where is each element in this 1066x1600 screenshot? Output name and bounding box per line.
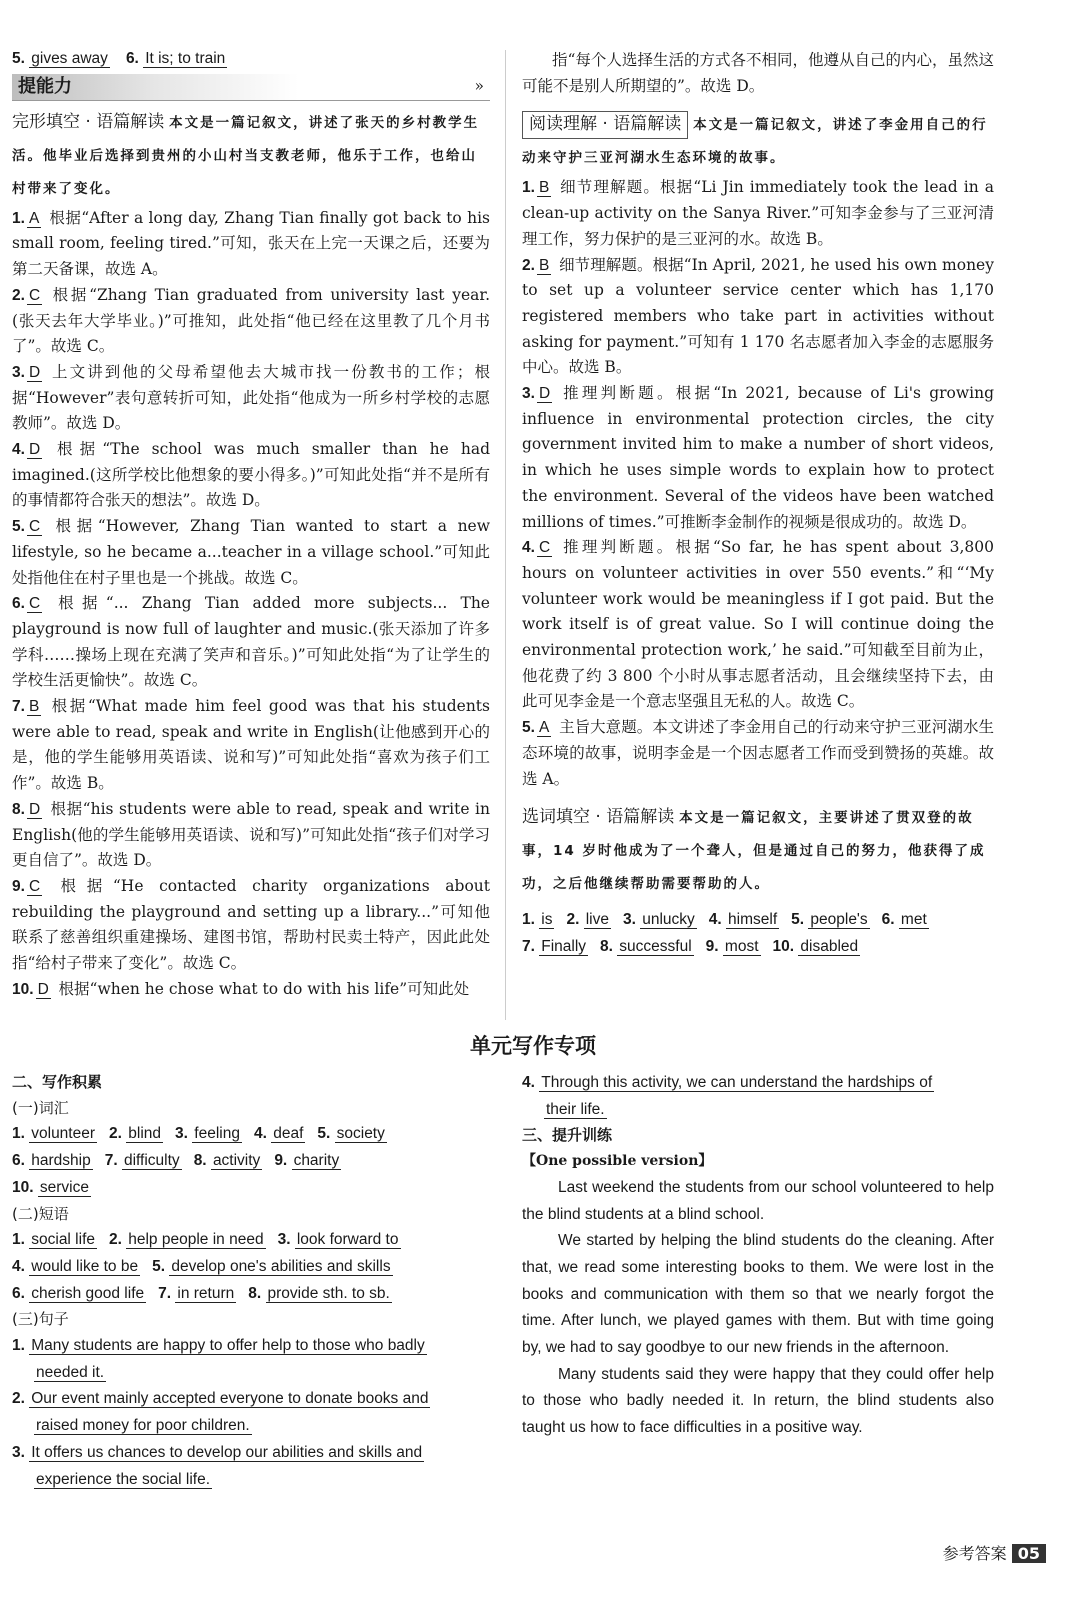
item-number: 1. — [12, 209, 25, 227]
answer-letter: A — [538, 719, 550, 737]
answer-item — [522, 253, 994, 382]
item-number: 10. — [12, 980, 34, 998]
answer: volunteer — [31, 1125, 96, 1143]
answer: deaf — [273, 1125, 304, 1143]
answer: provide sth. to sb. — [267, 1284, 390, 1302]
item-number: 6. — [12, 1284, 25, 1302]
answer-letter: D — [28, 363, 41, 381]
answer: cherish good life — [31, 1284, 145, 1302]
answer-letter: C — [28, 877, 41, 895]
item-number: 7. — [158, 1284, 172, 1302]
sentence-line: experience the social life. — [36, 1470, 211, 1488]
item-number: 6. — [125, 50, 139, 67]
answer: people's — [810, 911, 868, 929]
answer: gives away — [31, 50, 108, 67]
item-number: 5. — [152, 1257, 166, 1275]
item-number: 6. — [12, 1152, 25, 1170]
explanation: 主旨大意题。本文讲述了李金用自己的行动来守护三亚河湖水生态环境的故事，说明李金是一个因志愿者工作而受到赞扬的英雄。故选 A。 — [522, 718, 994, 788]
answer: activity — [212, 1152, 261, 1170]
answer-entry — [278, 1231, 401, 1248]
item-number: 2. — [12, 286, 25, 304]
item-number: 2. — [109, 1231, 122, 1249]
explanation: 根据“However, Zhang Tian wanted to start a new lifestyle, so he became a...teacher in a village school.”可知此处指他住在村子里也是一个挑战。故选 C。 — [12, 517, 490, 587]
answer-item — [12, 874, 490, 977]
answer-letter: D — [37, 980, 49, 998]
answer: unlucky — [642, 911, 695, 929]
answer-entry — [12, 1285, 146, 1302]
answer-item — [12, 206, 490, 283]
item-number: 7. — [12, 698, 25, 716]
sentence-item — [12, 1333, 490, 1360]
cloze-answer-list — [12, 206, 490, 1003]
unit-title: 单元写作专项 — [470, 1034, 596, 1058]
sentence-line: needed it. — [36, 1363, 105, 1381]
answer: It is; to train — [145, 50, 226, 67]
answer-letter: A — [28, 209, 40, 227]
answer-entry — [709, 911, 779, 928]
answer-item — [12, 591, 490, 694]
answer-entry — [12, 1231, 97, 1248]
answer-item — [522, 535, 994, 715]
explanation: 根据“What made him feel good was that his students were able to read, speak and write in English(让他感到开心的是，他的学生能够用英语读、说和写)”可知此处指“喜欢为孩子们工作”。故选 B。 — [12, 697, 490, 793]
reading-intro: 本文是一篇记叙文，讲述了李金用自己的行动来守护三亚河湖水生态环境的故事。 — [522, 117, 988, 167]
sentence-4 — [522, 1070, 994, 1123]
answer-item — [12, 514, 490, 591]
item-number: 1. — [522, 179, 535, 197]
answer: most — [724, 937, 759, 955]
item-number: 3. — [175, 1125, 188, 1143]
sentence-item — [522, 1070, 994, 1097]
item-number: 3. — [12, 363, 25, 381]
answer-letter: D — [538, 385, 551, 403]
item-number: 9. — [705, 937, 719, 955]
page-number: 05 — [1012, 1544, 1046, 1563]
phrase-heading: (二)短语 — [12, 1204, 69, 1223]
answer-item — [12, 977, 490, 1003]
item-number: 4. — [522, 1074, 535, 1091]
answer-entry — [12, 1179, 91, 1196]
writing-training — [522, 1070, 994, 1442]
item-number: 1. — [12, 1125, 25, 1143]
answer-letter: C — [28, 286, 41, 304]
wordfill-intro-block — [522, 802, 994, 901]
answer: social life — [31, 1231, 95, 1249]
answer-entry — [248, 1285, 392, 1302]
explanation: 细节理解题。根据“Li Jin immediately took the lead in a clean-up activity on the Sanya River.”可知李金参与了三亚河清理工作，努力保护的是三亚河的水。故选 B。 — [522, 178, 994, 248]
answer: himself — [728, 911, 778, 929]
sentence-heading: (三)句子 — [12, 1310, 69, 1329]
sentence-list — [12, 1333, 490, 1493]
left-column — [12, 52, 490, 1003]
explanation: 根据“his students were able to read, speak and write in English(他的学生能够用英语读、说和写)”可知此处指“孩子们对学习更自信了”。故选 D。 — [12, 799, 490, 870]
vocab-heading: (一)词汇 — [12, 1098, 69, 1117]
item-number: 9. — [274, 1152, 288, 1170]
answer-entry — [109, 1125, 163, 1142]
cloze-intro-block — [12, 107, 490, 206]
version-label: 【One possible version】 — [522, 1153, 713, 1170]
item-number: 1. — [12, 1337, 25, 1355]
answer-letter: B — [28, 698, 40, 716]
answer-entry — [274, 1152, 341, 1169]
item-number: 3. — [522, 385, 535, 403]
answer: society — [336, 1125, 385, 1143]
item-number: 10. — [772, 937, 795, 955]
explanation: 根据“... Zhang Tian added more subjects... The playground is now full of laughter and music.(张天添加了许多学科……操场上现在充满了笑声和音乐。)”可知此处指“为了让学生的学校生活更愉快”。故选 C。 — [12, 594, 490, 690]
item-number: 5. — [791, 911, 805, 929]
sentence-cont — [522, 1097, 994, 1124]
phrase-list — [12, 1227, 490, 1307]
item-number: 1. — [12, 1231, 25, 1249]
item-number: 2. — [566, 911, 580, 929]
explanation: 根据“Zhang Tian graduated from university last year. (张天去年大学毕业。)”可推知，此处指“他已经在这里教了几个月书了”。故选 C。 — [12, 285, 490, 356]
answer: feeling — [194, 1125, 240, 1143]
answer-entry — [254, 1125, 305, 1142]
item-number: 3. — [622, 911, 636, 929]
section-banner — [12, 74, 490, 101]
answer: is — [541, 911, 553, 929]
answer-item — [12, 797, 490, 874]
answer-row — [522, 907, 994, 934]
answer-row — [12, 1175, 490, 1202]
explanation: 推理判断题。根据“So far, he has spent about 3,800 hours on volunteer activities in over 550 events.”和“‘My volunteer work would be meaningless if I got paid. But the work itself is of great value. So I will continue doing the environmental protection work,’ he said.”可知截至目前为止，他花费了约 3 800 个小时从事志愿者活动，且会继续坚持下去，由此可见李金是一个意志坚强且无私的人。故选 C。 — [522, 538, 994, 711]
answer-entry — [791, 911, 870, 928]
item-number: 3. — [12, 1443, 25, 1461]
answer-entry — [706, 938, 761, 955]
answer-item — [12, 360, 490, 437]
explanation: 推理判断题。根据“In 2021, because of Li's growing influence in environmental protection circles, the city government invited him to make a number of short videos, in which he uses simple words to explain how to protect the environment. Several of the videos have been watched millions of times.”可推断李金制作的视频是很成功的。故选 D。 — [522, 384, 994, 531]
answer: difficulty — [123, 1152, 180, 1170]
answer-item — [522, 175, 994, 252]
answer-entry — [600, 938, 694, 955]
answer: disabled — [800, 937, 859, 955]
answer-entry — [109, 1231, 266, 1248]
item-number: 4. — [253, 1125, 267, 1143]
answer-entry — [317, 1125, 387, 1142]
answer-entry — [152, 1258, 392, 1275]
answer: would like to be — [31, 1257, 139, 1275]
item-number: 6. — [881, 911, 895, 929]
item-number: 4. — [522, 539, 535, 557]
section-heading: 三、提升训练 — [522, 1126, 613, 1145]
answer-item — [522, 381, 994, 535]
sentence-cont — [12, 1413, 490, 1440]
answer-entry — [194, 1152, 263, 1169]
reading-answer-list — [522, 175, 994, 792]
item-number: 2. — [12, 1390, 25, 1408]
answer-entry — [773, 938, 861, 955]
item-number: 5. — [522, 719, 535, 737]
answer-entry — [175, 1125, 242, 1142]
reading-heading: 阅读理解 · 语篇解读 — [522, 111, 688, 139]
answer: help people in need — [128, 1231, 264, 1249]
wordfill-heading: 选词填空 · 语篇解读 — [522, 807, 675, 828]
answer-item — [12, 694, 490, 797]
item-number: 3. — [277, 1231, 291, 1249]
wordfill-answers — [522, 907, 994, 960]
page-footer — [943, 1541, 1046, 1564]
answer-letter: D — [28, 800, 41, 818]
sentence-line: It offers us chances to develop our abilities and skills and — [31, 1443, 423, 1461]
answer-letter: D — [28, 441, 41, 459]
sample-essay — [522, 1175, 994, 1442]
answer-item — [522, 715, 994, 792]
answer: live — [585, 911, 609, 929]
item-number: 8. — [193, 1152, 207, 1170]
footer-label: 参考答案 — [942, 1544, 1007, 1563]
item-number: 7. — [104, 1152, 118, 1170]
answer-entry — [158, 1285, 236, 1302]
answer-entry — [882, 911, 929, 928]
answer-entry — [522, 911, 554, 928]
sentence-line: Many students are happy to offer help to those who badly — [31, 1337, 425, 1355]
answer: in return — [177, 1284, 235, 1302]
sentence-item — [12, 1386, 490, 1413]
section-title: 提能力 — [18, 75, 72, 97]
item-number: 8. — [600, 937, 613, 955]
answer: Finally — [541, 937, 587, 955]
item-number: 10. — [12, 1178, 34, 1196]
answer: met — [900, 911, 927, 929]
essay-paragraph: Last weekend the students from our school volunteered to help the blind students at a blind school. — [522, 1178, 994, 1223]
answer-row — [12, 1254, 490, 1281]
answer-letter: B — [538, 256, 550, 274]
sentence-line: Through this activity, we can understand the hardships of — [541, 1074, 933, 1091]
item-number: 5. — [12, 518, 25, 536]
answer-entry — [623, 911, 697, 928]
essay-paragraph: We started by helping the blind students do the cleaning. After that, we read some interesting books to them. We were lost in the books and communication with them so that we nearly forgot the time. After lunch, we played games with them. But with time going by, we had to say goodbye to our new friends in the afternoon. — [522, 1232, 994, 1357]
item-number: 8. — [12, 800, 25, 818]
item-number: 5. — [317, 1125, 331, 1143]
cloze-heading: 完形填空 · 语篇解读 — [12, 111, 165, 132]
item-number: 1. — [522, 911, 535, 929]
sentence-item — [12, 1440, 490, 1467]
explanation: 上文讲到他的父母希望他去大城市找一份教书的工作；根据“However”表句意转折可知，此处指“他成为一所乡村学校的志愿教师”。故选 D。 — [12, 362, 490, 433]
item-number: 6. — [12, 595, 25, 613]
continued-text: 指“每个人选择生活的方式各不相同，他遵从自己的内心，虽然这可能不是别人所期望的”。故选 D。 — [522, 51, 994, 95]
section-heading: 二、写作积累 — [12, 1073, 103, 1091]
explanation: 细节理解题。根据“In April, 2021, he used his own money to set up a volunteer service center which has 1,170 registered members who take part in activities without asking for payment.”可知有 1 170 名志愿者加入李金的志愿服务中心。故选 B。 — [522, 255, 994, 377]
answer-row — [12, 1148, 490, 1175]
item-number: 4. — [708, 911, 722, 929]
answer: charity — [293, 1152, 340, 1170]
column-divider — [505, 50, 506, 1020]
sentence-line: Our event mainly accepted everyone to donate books and — [31, 1390, 429, 1408]
answer-item — [12, 437, 490, 514]
reading-intro-block — [522, 109, 994, 175]
answer-row — [522, 934, 994, 961]
explanation: 根据“He contacted charity organizations about rebuilding the playground and setting up a library...”可知他联系了慈善组织重建操场、建图书馆，帮助村民卖土特产，因此此处指“给村子带来了变化”。故选 C。 — [12, 876, 490, 973]
answer: blind — [128, 1125, 162, 1143]
explanation: 根据“After a long day, Zhang Tian finally got back to his small room, feeling tired.”可知，张天在上完一天课之后，还要为第二天备课，故选 A。 — [12, 208, 490, 279]
writing-accumulation — [12, 1070, 490, 1493]
answer-letter: C — [28, 518, 41, 536]
top-answers — [12, 46, 490, 72]
item-number: 5. — [12, 50, 25, 67]
item-number: 2. — [522, 256, 535, 274]
answer-entry — [105, 1152, 182, 1169]
double-chevron-icon: » — [474, 76, 484, 95]
explanation: 根据“The school was much smaller than he had imagined.(这所学校比他想象的要小得多。)”可知此处指“并不是所有的事情都符合张天的想法”。故选 D。 — [12, 440, 490, 510]
answer: service — [39, 1178, 89, 1196]
sentence-cont — [12, 1467, 490, 1494]
answer-letter: C — [538, 539, 551, 557]
item-number: 7. — [522, 937, 535, 955]
sentence-cont — [12, 1360, 490, 1387]
answer: develop one's abilities and skills — [171, 1257, 391, 1275]
explanation: 根据“when he chose what to do with his life”可知此处 — [58, 979, 470, 998]
right-column — [522, 48, 994, 961]
answer-entry — [12, 1258, 140, 1275]
answer-entry — [12, 1125, 97, 1142]
answer-item — [12, 283, 490, 360]
answer-row — [12, 1281, 490, 1308]
answer-entry — [522, 938, 588, 955]
item-number: 4. — [12, 1257, 25, 1275]
item-number: 9. — [12, 877, 25, 895]
sentence-line: their life. — [546, 1100, 605, 1118]
answer-entry — [12, 1152, 93, 1169]
item-number: 4. — [12, 441, 25, 459]
item-number: 2. — [109, 1125, 122, 1143]
essay-paragraph: Many students said they were happy that they could offer help to those who badly needed it. In return, the blind students also taught us how to face difficulties in a positive way. — [522, 1365, 994, 1437]
answer-entry — [566, 911, 611, 928]
answer-letter: C — [28, 595, 41, 613]
answer-row — [12, 1227, 490, 1254]
vocab-list — [12, 1121, 490, 1201]
answer: successful — [619, 937, 692, 955]
item-number: 8. — [248, 1284, 262, 1302]
answer: hardship — [31, 1152, 91, 1170]
sentence-line: raised money for poor children. — [36, 1417, 250, 1435]
wordfill-intro: 本文是一篇记叙文，主要讲述了贯双登的故事，14 岁时他成为了一个聋人，但是通过自己的努力，他获得了成功，之后他继续帮助需要帮助的人。 — [522, 810, 986, 893]
answer-letter: B — [538, 179, 550, 197]
answer: look forward to — [296, 1231, 399, 1249]
cloze-intro: 本文是一篇记叙文，讲述了张天的乡村教学生活。他毕业后选择到贵州的小山村当支教老师，他乐于工作，也给山村带来了变化。 — [12, 114, 480, 197]
answer-row — [12, 1121, 490, 1148]
